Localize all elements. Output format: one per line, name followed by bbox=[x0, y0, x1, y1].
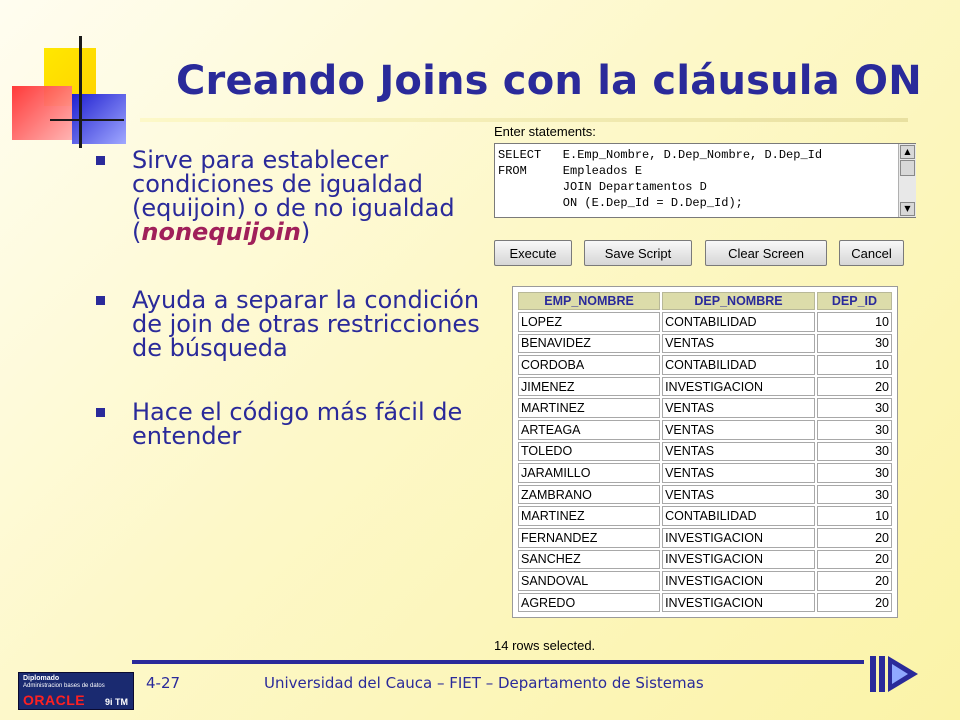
bullet-text: Sirve para establecer condiciones de igualdad (equijoin) o de no igualdad ( bbox=[132, 146, 455, 246]
table-cell: 20 bbox=[817, 571, 892, 591]
logo-red-square bbox=[12, 86, 72, 140]
table-row bbox=[518, 593, 892, 613]
table-cell: JIMENEZ bbox=[518, 377, 660, 397]
table-cell: CONTABILIDAD bbox=[662, 312, 815, 332]
bullet-text-end: ) bbox=[300, 218, 311, 246]
table-row bbox=[518, 377, 892, 397]
table-cell: 30 bbox=[817, 463, 892, 483]
table-cell: INVESTIGACION bbox=[662, 571, 815, 591]
table-cell: 30 bbox=[817, 442, 892, 462]
logo-brand: ORACLE bbox=[23, 692, 86, 708]
table-cell: 10 bbox=[817, 355, 892, 375]
table-row bbox=[518, 312, 892, 332]
bullet-marker bbox=[96, 296, 105, 305]
table-cell: 20 bbox=[817, 377, 892, 397]
table-cell: VENTAS bbox=[662, 485, 815, 505]
column-header: EMP_NOMBRE bbox=[518, 292, 660, 310]
table-cell: VENTAS bbox=[662, 463, 815, 483]
table-row bbox=[518, 420, 892, 440]
logo-version: 9i TM bbox=[105, 697, 129, 707]
table-cell: JARAMILLO bbox=[518, 463, 660, 483]
next-slide-arrow-icon[interactable] bbox=[868, 652, 920, 696]
table-cell: 20 bbox=[817, 550, 892, 570]
table-cell: SANDOVAL bbox=[518, 571, 660, 591]
bullet-item bbox=[96, 400, 486, 448]
bullet-list bbox=[96, 148, 486, 492]
table-cell: INVESTIGACION bbox=[662, 377, 815, 397]
vertical-scrollbar[interactable] bbox=[898, 144, 916, 217]
table-cell: VENTAS bbox=[662, 334, 815, 354]
result-table-panel bbox=[512, 286, 898, 618]
table-row bbox=[518, 528, 892, 548]
table-row bbox=[518, 463, 892, 483]
bullet-item bbox=[96, 148, 486, 244]
logo-horizontal-line bbox=[50, 119, 124, 121]
table-cell: VENTAS bbox=[662, 420, 815, 440]
table-header-row bbox=[518, 292, 892, 310]
table-cell: 30 bbox=[817, 420, 892, 440]
table-cell: ZAMBRANO bbox=[518, 485, 660, 505]
footer-rule bbox=[132, 660, 864, 664]
column-header: DEP_ID bbox=[817, 292, 892, 310]
table-cell: FERNANDEZ bbox=[518, 528, 660, 548]
table-cell: 10 bbox=[817, 312, 892, 332]
table-row bbox=[518, 442, 892, 462]
logo-vertical-line bbox=[79, 36, 82, 148]
bullet-item bbox=[96, 288, 486, 360]
table-cell: VENTAS bbox=[662, 442, 815, 462]
slide-title: Creando Joins con la cláusula ON bbox=[176, 58, 922, 104]
table-row bbox=[518, 506, 892, 526]
table-cell: CORDOBA bbox=[518, 355, 660, 375]
scroll-down-arrow-icon[interactable]: ▼ bbox=[900, 202, 915, 216]
logo-line2: Administracion bases de datos bbox=[23, 683, 105, 689]
clear-screen-button[interactable]: Clear Screen bbox=[705, 240, 827, 266]
table-cell: INVESTIGACION bbox=[662, 593, 815, 613]
table-cell: INVESTIGACION bbox=[662, 550, 815, 570]
table-cell: ARTEAGA bbox=[518, 420, 660, 440]
scroll-thumb[interactable] bbox=[900, 160, 915, 176]
enter-statements-label: Enter statements: bbox=[494, 124, 596, 139]
table-cell: 30 bbox=[817, 485, 892, 505]
table-row bbox=[518, 334, 892, 354]
bullet-marker bbox=[96, 408, 105, 417]
oracle-diplomado-logo bbox=[18, 672, 134, 710]
title-underline bbox=[140, 118, 908, 122]
bullet-text: Ayuda a separar la condición de join de otras restricciones de búsqueda bbox=[132, 286, 480, 362]
table-row bbox=[518, 485, 892, 505]
bullet-marker bbox=[96, 156, 105, 165]
table-cell: CONTABILIDAD bbox=[662, 355, 815, 375]
table-row bbox=[518, 550, 892, 570]
scroll-up-arrow-icon[interactable]: ▲ bbox=[900, 145, 915, 159]
bullet-text: Hace el código más fácil de entender bbox=[132, 398, 463, 450]
table-cell: 30 bbox=[817, 334, 892, 354]
page-number: 4-27 bbox=[146, 674, 181, 692]
table-cell: MARTINEZ bbox=[518, 506, 660, 526]
table-cell: 10 bbox=[817, 506, 892, 526]
footer-text: Universidad del Cauca – FIET – Departamento de Sistemas bbox=[264, 674, 704, 692]
statement-textarea[interactable] bbox=[494, 143, 916, 218]
logo-line1: Diplomado bbox=[23, 675, 60, 682]
table-row bbox=[518, 571, 892, 591]
table-cell: MARTINEZ bbox=[518, 398, 660, 418]
rows-selected-status: 14 rows selected. bbox=[494, 638, 596, 653]
result-table bbox=[516, 290, 894, 614]
bullet-emphasis: nonequijoin bbox=[141, 218, 301, 246]
table-row bbox=[518, 355, 892, 375]
table-cell: TOLEDO bbox=[518, 442, 660, 462]
table-cell: INVESTIGACION bbox=[662, 528, 815, 548]
table-cell: AGREDO bbox=[518, 593, 660, 613]
table-cell: LOPEZ bbox=[518, 312, 660, 332]
execute-button[interactable]: Execute bbox=[494, 240, 572, 266]
table-row bbox=[518, 398, 892, 418]
table-cell: 20 bbox=[817, 593, 892, 613]
table-cell: 30 bbox=[817, 398, 892, 418]
column-header: DEP_NOMBRE bbox=[662, 292, 815, 310]
table-cell: SANCHEZ bbox=[518, 550, 660, 570]
table-cell: 20 bbox=[817, 528, 892, 548]
table-cell: VENTAS bbox=[662, 398, 815, 418]
save-script-button[interactable]: Save Script bbox=[584, 240, 692, 266]
table-cell: CONTABILIDAD bbox=[662, 506, 815, 526]
cancel-button[interactable]: Cancel bbox=[839, 240, 904, 266]
table-cell: BENAVIDEZ bbox=[518, 334, 660, 354]
statement-text[interactable]: SELECT E.Emp_Nombre, D.Dep_Nombre, D.Dep_Id FROM Empleados E JOIN Departamentos D ON (E.Dep_Id = D.Dep_Id); bbox=[498, 148, 823, 210]
